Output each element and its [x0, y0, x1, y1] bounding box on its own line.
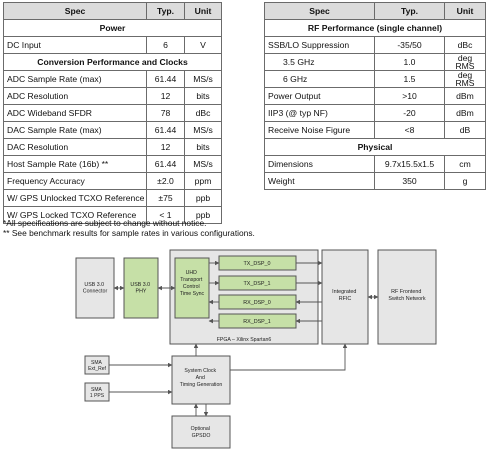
row-typ: 6 [147, 37, 185, 54]
table-row [265, 105, 486, 122]
usb-phy-label: USB 3.0 PHY [130, 282, 151, 295]
gpsdo-label: Optional GPSDO [190, 426, 211, 439]
row-spec: DAC Resolution [4, 139, 147, 156]
unit-line-1: deg [457, 70, 473, 80]
header-typ: Typ. [147, 3, 185, 20]
uhd-label: UHD Transport Control Time Sync [179, 270, 205, 297]
row-unit: bits [185, 139, 222, 156]
row-typ: 350 [375, 173, 445, 190]
row-unit: g [445, 173, 486, 190]
row-unit: cm [445, 156, 486, 173]
row-unit: ppm [185, 173, 222, 190]
block-diagram [0, 244, 488, 451]
fpga-label: FPGA – Xilinx Spartan6 [216, 337, 272, 343]
row-spec: W/ GPS Locked TCXO Reference [4, 207, 147, 224]
rx-dsp-0-label: RX_DSP_0 [243, 300, 271, 306]
row-typ: -20 [375, 105, 445, 122]
row-unit: dBm [445, 105, 486, 122]
row-spec: Frequency Accuracy [4, 173, 147, 190]
row-spec: Weight [265, 173, 375, 190]
section-power: Power [4, 20, 222, 37]
row-typ: 1.5 [375, 71, 445, 88]
table-row [4, 156, 222, 173]
table-row [4, 173, 222, 190]
row-unit: dBm [445, 88, 486, 105]
gpsdo-block [172, 416, 230, 448]
row-spec: Receive Noise Figure [265, 122, 375, 139]
row-spec: DC Input [4, 37, 147, 54]
tx-dsp-1-label: TX_DSP_1 [243, 281, 271, 287]
header-typ: Typ. [375, 3, 445, 20]
row-spec: 3.5 GHz [265, 54, 375, 71]
rfic-label: Integrated RFIC [332, 289, 357, 302]
table-row [265, 156, 486, 173]
row-typ: 61.44 [147, 122, 185, 139]
unit-line-2: RMS [455, 78, 475, 88]
right-spec-table [264, 2, 486, 190]
unit-line-2: RMS [455, 61, 475, 71]
row-typ: 12 [147, 139, 185, 156]
table-row [4, 190, 222, 207]
row-unit: dB [445, 122, 486, 139]
row-spec: ADC Wideband SFDR [4, 105, 147, 122]
row-spec: ADC Sample Rate (max) [4, 71, 147, 88]
row-typ: ±2.0 [147, 173, 185, 190]
usb-connector-label: USB 3.0 Connector [82, 282, 108, 295]
row-typ: < 1 [147, 207, 185, 224]
header-spec: Spec [4, 3, 147, 20]
row-unit: ppb [185, 190, 222, 207]
table-row [4, 88, 222, 105]
section-rf: RF Performance (single channel) [265, 20, 486, 37]
row-unit: dBc [185, 105, 222, 122]
table-row [265, 37, 486, 54]
row-unit: bits [185, 88, 222, 105]
row-typ: >10 [375, 88, 445, 105]
rf-frontend-label: RF Frontend Switch Network [388, 289, 426, 302]
table-row [4, 122, 222, 139]
row-unit: MS/s [185, 156, 222, 173]
footnotes [3, 218, 255, 238]
row-typ: 1.0 [375, 54, 445, 71]
table-row [4, 105, 222, 122]
row-spec: DAC Sample Rate (max) [4, 122, 147, 139]
row-unit: ppb [185, 207, 222, 224]
unit-line-1: deg [457, 53, 473, 63]
table-row [265, 71, 486, 88]
row-spec: SSB/LO Suppression [265, 37, 375, 54]
row-typ: 12 [147, 88, 185, 105]
section-physical: Physical [265, 139, 486, 156]
row-unit: dBc [445, 37, 486, 54]
header-unit: Unit [185, 3, 222, 20]
footnote-spec-change: *All specifications are subject to change without notice. [3, 218, 207, 228]
table-row [265, 173, 486, 190]
sma-1pps-label: SMA 1 PPS [89, 387, 105, 399]
rx-dsp-1-label: RX_DSP_1 [243, 319, 271, 325]
left-table-header [4, 3, 222, 20]
row-unit [445, 54, 486, 71]
table-row [265, 88, 486, 105]
row-typ: ±75 [147, 190, 185, 207]
header-spec: Spec [265, 3, 375, 20]
row-typ: -35/50 [375, 37, 445, 54]
row-unit: MS/s [185, 71, 222, 88]
row-spec: ADC Resolution [4, 88, 147, 105]
table-row [265, 122, 486, 139]
header-unit: Unit [445, 3, 486, 20]
row-typ: <8 [375, 122, 445, 139]
row-unit: V [185, 37, 222, 54]
section-conversion: Conversion Performance and Clocks [4, 54, 222, 71]
row-typ: 9.7x15.5x1.5 [375, 156, 445, 173]
row-unit: MS/s [185, 122, 222, 139]
row-unit [445, 71, 486, 88]
sma-ext-ref-label: SMA Ext_Ref [88, 360, 106, 372]
footnote-benchmark: ** See benchmark results for sample rates in various configurations. [3, 228, 255, 238]
row-spec: Power Output [265, 88, 375, 105]
system-clock-label: System Clock And Timing Generation [179, 368, 223, 388]
table-row [4, 71, 222, 88]
tx-dsp-0-label: TX_DSP_0 [243, 261, 271, 267]
row-spec: W/ GPS Unlocked TCXO Reference [4, 190, 147, 207]
table-row [4, 37, 222, 54]
table-row [265, 54, 486, 71]
row-spec: 6 GHz [265, 71, 375, 88]
right-table-header [265, 3, 486, 20]
row-typ: 61.44 [147, 71, 185, 88]
row-spec: Dimensions [265, 156, 375, 173]
row-typ: 78 [147, 105, 185, 122]
row-typ: 61.44 [147, 156, 185, 173]
table-row [4, 139, 222, 156]
left-spec-table [3, 2, 222, 224]
row-spec: Host Sample Rate (16b) ** [4, 156, 147, 173]
row-spec: IIP3 (@ typ NF) [265, 105, 375, 122]
